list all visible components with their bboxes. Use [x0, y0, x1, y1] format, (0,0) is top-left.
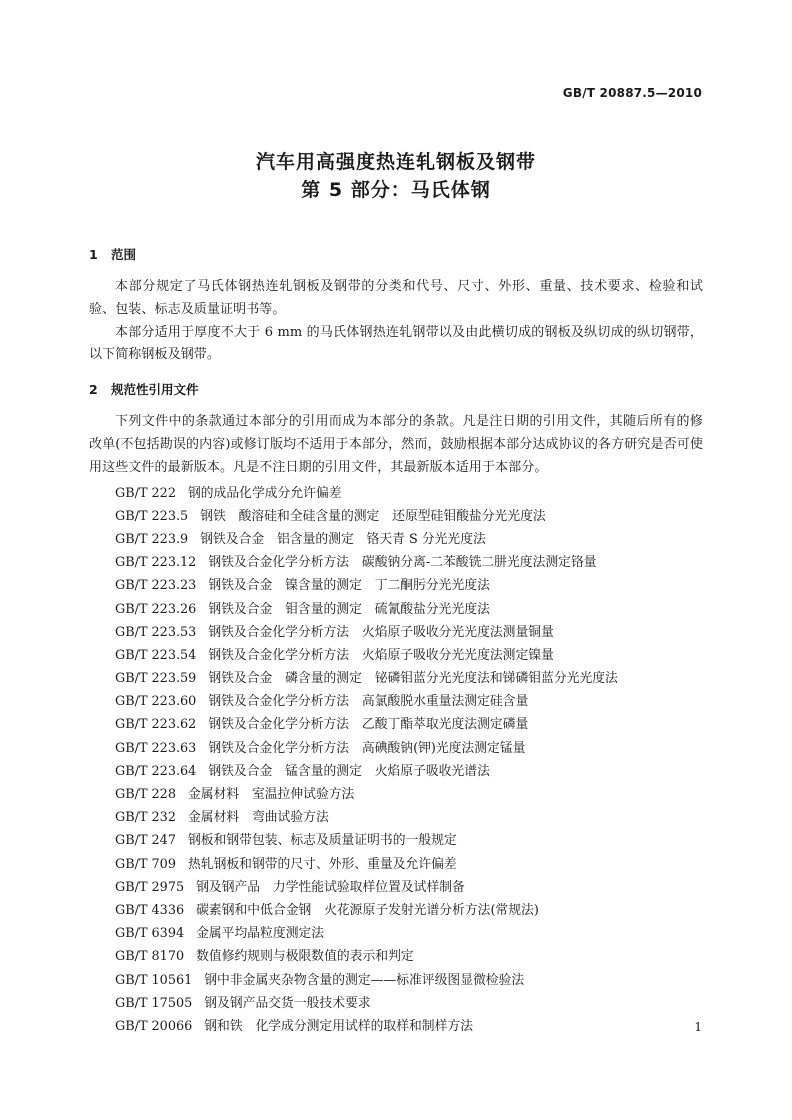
reference-title: 碳素钢和中低合金钢 火花源原子发射光谱分析方法(常规法) — [196, 902, 539, 918]
reference-title: 热轧钢板和钢带的尺寸、外形、重量及允许偏差 — [187, 856, 457, 872]
reference-item — [89, 922, 703, 945]
reference-code: GB/T 10561 — [115, 972, 193, 988]
reference-code: GB/T 228 — [115, 787, 176, 803]
reference-item — [89, 1015, 703, 1038]
reference-title: 金属材料 室温拉伸试验方法 — [187, 787, 355, 803]
title-line-2: 第 5 部分：马氏体钢 — [301, 179, 491, 201]
reference-code: GB/T 223.26 — [115, 601, 197, 617]
reference-item — [89, 760, 703, 783]
reference-code: GB/T 223.63 — [115, 740, 197, 756]
reference-code: GB/T 223.64 — [115, 763, 197, 779]
reference-code: GB/T 6394 — [115, 926, 185, 942]
reference-code: GB/T 223.23 — [115, 578, 197, 594]
reference-item — [89, 969, 703, 992]
reference-item — [89, 783, 703, 806]
reference-item — [89, 690, 703, 713]
reference-code: GB/T 232 — [115, 810, 176, 826]
section-title: 规范性引用文件 — [111, 382, 199, 398]
reference-item — [89, 621, 703, 644]
reference-code: GB/T 223.54 — [115, 647, 197, 663]
reference-title: 钢铁及合金 镍含量的测定 丁二酮肟分光光度法 — [208, 578, 490, 594]
reference-item — [89, 505, 703, 528]
paragraph: 下列文件中的条款通过本部分的引用而成为本部分的条款。凡是注日期的引用文件，其随后所有的修改单(不包括勘误的内容)或修订版均不适用于本部分，然而，鼓励根据本部分达成协议的各方研究是否可使用这些文件的最新版本。凡是不注日期的引用文件，其最新版本适用于本部分。 — [89, 414, 703, 475]
reference-item — [89, 713, 703, 736]
reference-code: GB/T 709 — [115, 856, 176, 872]
reference-title: 钢板和钢带包装、标志及质量证明书的一般规定 — [187, 833, 457, 849]
section-number: 1 — [89, 247, 98, 262]
reference-item — [89, 551, 703, 574]
page-number: 1 — [694, 1020, 702, 1034]
reference-title: 金属材料 弯曲试验方法 — [187, 810, 329, 826]
reference-code: GB/T 223.12 — [115, 555, 197, 571]
reference-code: GB/T 20066 — [115, 1018, 193, 1034]
reference-code: GB/T 222 — [115, 485, 176, 501]
reference-title: 钢及钢产品交货一般技术要求 — [204, 995, 371, 1011]
section-1-heading — [89, 244, 703, 266]
reference-title: 钢及钢产品 力学性能试验取样位置及试样制备 — [196, 879, 465, 895]
reference-list — [89, 482, 703, 1039]
reference-item — [89, 644, 703, 667]
reference-code: GB/T 8170 — [115, 949, 185, 965]
reference-title: 钢和铁 化学成分测定用试样的取样和制样方法 — [204, 1018, 473, 1034]
section-number: 2 — [89, 382, 98, 398]
reference-code: GB/T 17505 — [115, 995, 193, 1011]
reference-item — [89, 528, 703, 551]
document-title — [0, 148, 792, 204]
section-title: 范围 — [111, 247, 137, 262]
reference-title: 钢铁及合金化学分析方法 高碘酸钠(钾)光度法测定锰量 — [208, 740, 526, 756]
reference-code: GB/T 4336 — [115, 902, 185, 918]
reference-title: 金属平均晶粒度测定法 — [196, 926, 325, 942]
reference-title: 数值修约规则与极限数值的表示和判定 — [196, 949, 414, 965]
reference-title: 钢铁及合金 钼含量的测定 硫氰酸盐分光光度法 — [208, 601, 490, 617]
reference-item — [89, 829, 703, 852]
reference-code: GB/T 223.62 — [115, 717, 197, 733]
reference-title: 钢铁及合金 铝含量的测定 铬天青 S 分光光度法 — [200, 531, 486, 547]
reference-title: 钢铁及合金化学分析方法 高氯酸脱水重量法测定硅含量 — [208, 694, 529, 710]
reference-title: 钢铁及合金化学分析方法 火焰原子吸收分光光度法测定镍量 — [208, 647, 554, 663]
section-2-heading — [89, 379, 703, 401]
reference-code: GB/T 247 — [115, 833, 176, 849]
title-line-1: 汽车用高强度热连轧钢板及钢带 — [255, 151, 536, 173]
paragraph: 本部分规定了马氏体钢热连轧钢板及钢带的分类和代号、尺寸、外形、重量、技术要求、检验和试验、包装、标志及质量证明书等。 — [89, 279, 703, 317]
reference-code: GB/T 223.59 — [115, 671, 197, 687]
reference-item — [89, 482, 703, 505]
reference-code: GB/T 223.5 — [115, 508, 189, 524]
reference-code: GB/T 2975 — [115, 879, 185, 895]
reference-item — [89, 945, 703, 968]
reference-title: 钢的成品化学成分允许偏差 — [187, 485, 342, 501]
reference-item — [89, 876, 703, 899]
reference-code: GB/T 223.9 — [115, 531, 189, 547]
reference-title: 钢铁及合金化学分析方法 火焰原子吸收分光光度法测量铜量 — [208, 624, 554, 640]
reference-code: GB/T 223.53 — [115, 624, 197, 640]
reference-item — [89, 806, 703, 829]
reference-title: 钢铁及合金 锰含量的测定 火焰原子吸收光谱法 — [208, 763, 490, 779]
reference-item — [89, 737, 703, 760]
document-body — [89, 244, 703, 1038]
reference-item — [89, 574, 703, 597]
reference-item — [89, 667, 703, 690]
reference-item — [89, 899, 703, 922]
reference-item — [89, 598, 703, 621]
reference-title: 钢铁及合金 磷含量的测定 铋磷钼蓝分光光度法和锑磷钼蓝分光光度法 — [208, 671, 618, 687]
reference-title: 钢铁及合金化学分析方法 碳酸钠分离-二苯酸铣二肼光度法测定铬量 — [208, 555, 597, 571]
reference-item — [89, 992, 703, 1015]
paragraph: 本部分适用于厚度不大于 6 mm 的马氏体钢热连轧钢带以及由此横切成的钢板及纵切成的纵切钢带，以下简称钢板及钢带。 — [89, 324, 703, 363]
standard-code: GB/T 20887.5—2010 — [562, 86, 702, 100]
reference-title: 钢铁及合金化学分析方法 乙酸丁酯萃取光度法测定磷量 — [208, 717, 529, 733]
reference-item — [89, 853, 703, 876]
reference-title: 钢铁 酸溶硅和全硅含量的测定 还原型硅钼酸盐分光光度法 — [200, 508, 546, 524]
reference-code: GB/T 223.60 — [115, 694, 197, 710]
reference-title: 钢中非金属夹杂物含量的测定——标准评级图显微检验法 — [204, 972, 525, 988]
